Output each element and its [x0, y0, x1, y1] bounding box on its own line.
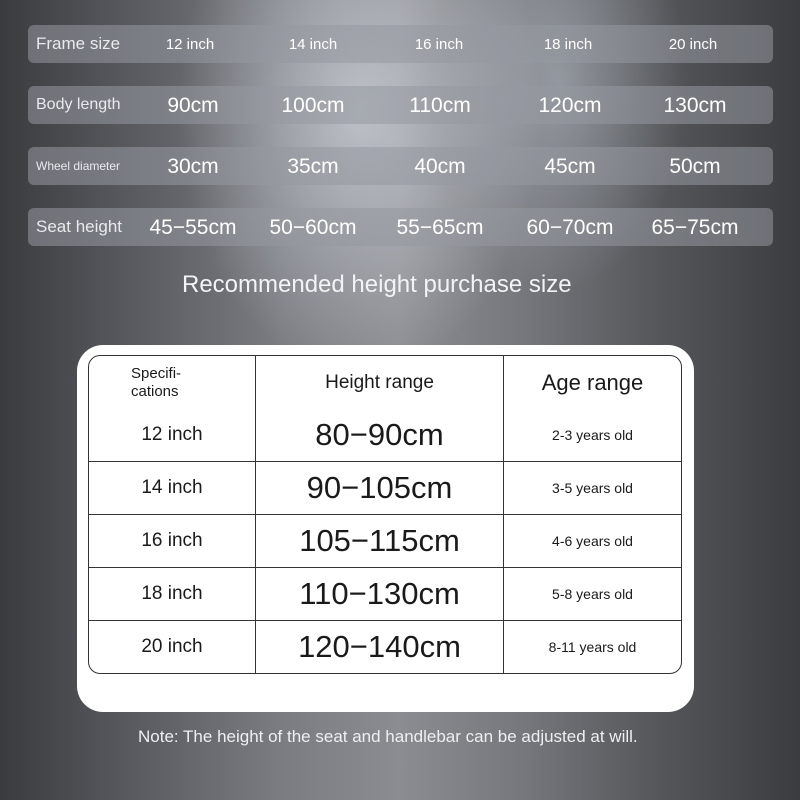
body-length-value: 90cm	[167, 94, 219, 117]
table-row	[89, 462, 681, 515]
height-cell: 105−115cm	[256, 515, 504, 568]
wheel-diameter-value: 40cm	[414, 155, 466, 178]
size-cell: 18 inch	[89, 568, 256, 621]
age-cell: 4-6 years old	[504, 515, 681, 568]
seat-height-value: 60−70cm	[526, 216, 614, 239]
body-length-label: Body length	[36, 96, 121, 113]
table-row	[89, 621, 681, 673]
frame-size-value: 18 inch	[543, 36, 593, 53]
age-cell: 2-3 years old	[504, 409, 681, 462]
table-row	[89, 409, 681, 462]
height-cell: 80−90cm	[256, 409, 504, 462]
header-age-range: Age range	[541, 369, 644, 395]
size-cell: 16 inch	[89, 515, 256, 568]
wheel-diameter-value: 50cm	[669, 155, 721, 178]
wheel-diameter-label: Wheel diameter	[36, 159, 121, 173]
recommendation-title: Recommended height purchase size	[182, 271, 572, 298]
body-length-value: 120cm	[538, 94, 602, 117]
seat-height-value: 65−75cm	[651, 216, 739, 239]
age-cell: 3-5 years old	[504, 462, 681, 515]
frame-size-value: 12 inch	[165, 36, 215, 53]
header-spec-line: cations	[131, 382, 179, 400]
wheel-diameter-value: 35cm	[287, 155, 339, 178]
frame-size-value: 20 inch	[668, 36, 718, 53]
body-length-value: 110cm	[409, 94, 471, 117]
header-specifications	[89, 356, 256, 409]
size-recommendation-table	[88, 355, 682, 674]
seat-height-value: 45−55cm	[149, 216, 237, 239]
table-row	[89, 568, 681, 621]
age-cell: 8-11 years old	[548, 639, 637, 655]
size-cell: 12 inch	[89, 409, 256, 462]
size-cell: 14 inch	[89, 462, 256, 515]
height-cell: 110−130cm	[256, 568, 504, 621]
height-cell: 90−105cm	[256, 462, 504, 515]
frame-size-value: 14 inch	[288, 36, 338, 53]
body-length-value: 100cm	[281, 94, 345, 117]
frame-size-value: 16 inch	[414, 36, 464, 53]
header-height-range: Height range	[256, 356, 504, 409]
wheel-diameter-value: 45cm	[544, 155, 596, 178]
header-spec-line: Specifi-	[131, 364, 182, 382]
wheel-diameter-value: 30cm	[167, 155, 219, 178]
seat-height-row	[28, 208, 773, 246]
frame-size-row	[28, 25, 773, 63]
frame-size-label: Frame size	[36, 34, 121, 53]
height-cell: 120−140cm	[256, 621, 504, 673]
age-cell: 5-8 years old	[504, 568, 681, 621]
wheel-diameter-row	[28, 147, 773, 185]
seat-height-label: Seat height	[36, 217, 123, 236]
table-row	[89, 515, 681, 568]
body-length-row	[28, 86, 773, 124]
size-cell: 20 inch	[89, 621, 256, 673]
seat-height-value: 55−65cm	[396, 216, 484, 239]
seat-height-value: 50−60cm	[269, 216, 357, 239]
adjustment-note: Note: The height of the seat and handlebar can be adjusted at will.	[138, 727, 638, 746]
table-header-row	[89, 356, 681, 409]
body-length-value: 130cm	[663, 94, 727, 117]
